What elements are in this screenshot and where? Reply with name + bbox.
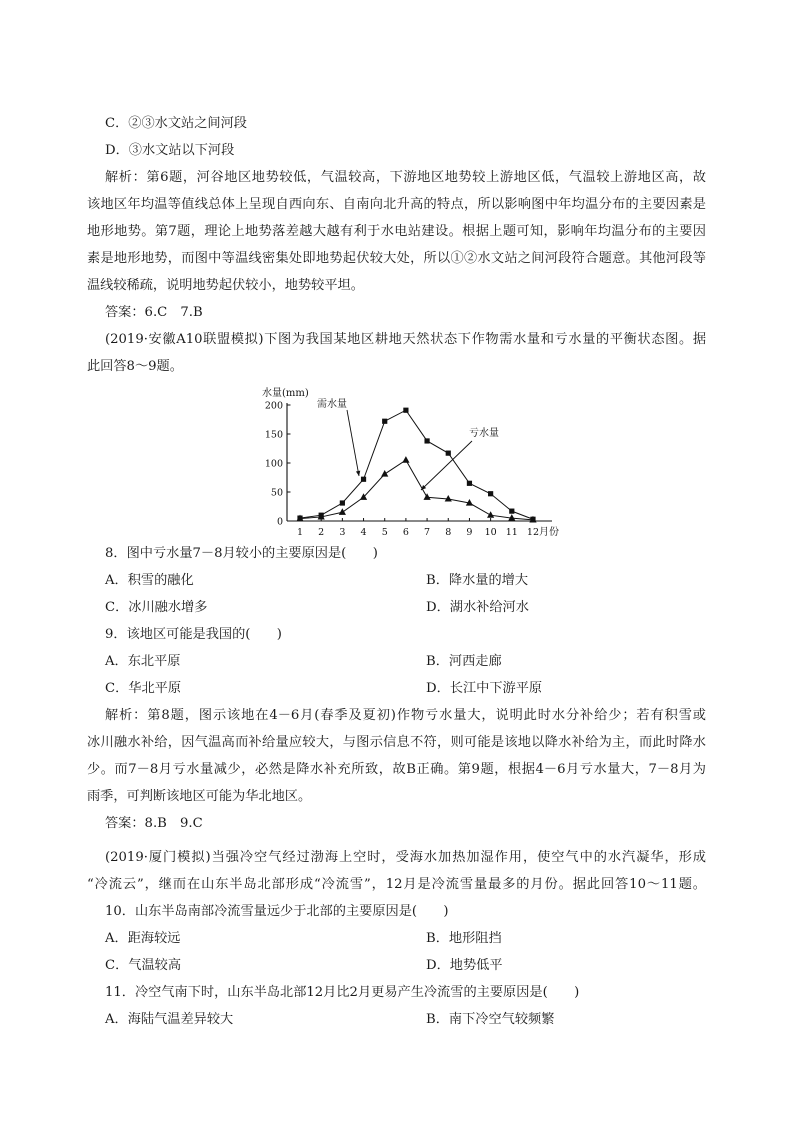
analysis-line: 冰川融水补给，因气温高而补给量应较大，与图示信息不符，则可能是该地以降水补给为主，而此时降水 bbox=[87, 735, 706, 750]
q10-option-a: A．距海较远 bbox=[105, 931, 181, 946]
pointer-arrowhead bbox=[356, 471, 360, 476]
analysis-line: 温线较稀疏，说明地势起伏较小，地势较平坦。 bbox=[87, 278, 364, 293]
q9-option-b: B．河西走廊 bbox=[426, 654, 502, 669]
x-tick-label: 7 bbox=[424, 527, 431, 538]
q7-option-c: C．②③水文站之间河段 bbox=[105, 116, 247, 131]
square-marker bbox=[446, 451, 451, 456]
intro-line: (2019·安徽A10联盟模拟)下图为我国某地区耕地天然状态下作物需水量和亏水量的平衡状态图。据 bbox=[105, 332, 706, 347]
q8-option-c: C．冰川融水增多 bbox=[105, 600, 208, 615]
q9-options-row bbox=[87, 648, 706, 675]
q8-option-b: B．降水量的增大 bbox=[426, 573, 529, 588]
triangle-marker bbox=[381, 470, 388, 477]
series-label-2: 亏水量 bbox=[469, 428, 499, 439]
y-tick-label: 0 bbox=[276, 516, 283, 528]
q7-option-d: D．③水文站以下河段 bbox=[105, 143, 235, 158]
q9-option-d: D．长江中下游平原 bbox=[426, 681, 543, 696]
analysis-6-7 bbox=[87, 164, 706, 299]
x-tick-label: 4 bbox=[360, 527, 367, 538]
q8-option-d: D．湖水补给河水 bbox=[426, 600, 529, 615]
answer-6-7: 答案：6.C 7.B bbox=[105, 305, 203, 320]
analysis-line: 雨季，可判断该地区可能为华北地区。 bbox=[87, 789, 312, 804]
x-tick-label: 6 bbox=[402, 527, 409, 538]
square-marker bbox=[382, 419, 387, 424]
q8-options-row bbox=[87, 594, 706, 621]
x-tick-label: 9 bbox=[466, 527, 473, 538]
analysis-line: 该地区年均温等值线总体上呈现自西向东、自南向北升高的特点，所以影响图中年均温分布的主要因素是 bbox=[87, 197, 706, 212]
water-balance-chart bbox=[256, 380, 568, 545]
intro-8-9 bbox=[87, 326, 706, 380]
square-marker bbox=[488, 491, 493, 496]
analysis-line: 素是地形地势，而图中等温线密集处即地势起伏较大处，所以①②水文站之间河段符合题意。其他河段等 bbox=[87, 251, 706, 266]
q8-options-row bbox=[87, 567, 706, 594]
series-pointer-line bbox=[347, 410, 359, 476]
q10-options-row bbox=[87, 925, 706, 952]
q10-stem: 10．山东半岛南部冷流雪量远少于北部的主要原因是( ) bbox=[105, 904, 449, 919]
q11-option-a: A．海陆气温差异较大 bbox=[105, 1012, 234, 1027]
q8-stem: 8．图中亏水量7－8月较小的主要原因是( ) bbox=[105, 546, 378, 561]
x-tick-label: 10 bbox=[484, 527, 497, 538]
analysis-line: 地形地势。第7题，理论上地势落差越大越有利于水电站建设。根据上题可知，影响年均温分布的主要因 bbox=[87, 224, 706, 239]
q11-stem: 11．冷空气南下时，山东半岛北部12月比2月更易产生冷流雪的主要原因是( ) bbox=[105, 985, 580, 1000]
intro-10-11 bbox=[87, 844, 706, 898]
y-tick-label: 200 bbox=[264, 400, 283, 412]
q9-option-a: A．东北平原 bbox=[105, 654, 181, 669]
q9-stem: 9．该地区可能是我国的( ) bbox=[105, 627, 282, 642]
q9-options-row bbox=[87, 675, 706, 702]
series-pointer-line bbox=[421, 441, 472, 490]
square-marker bbox=[424, 438, 429, 443]
series-label-1: 需水量 bbox=[317, 399, 347, 410]
y-tick-label: 150 bbox=[264, 429, 283, 441]
analysis-line: 少。而7－8月亏水量减少，必然是降水补充所致，故B正确。第9题，根据4－6月亏水量大，7－8月为 bbox=[87, 762, 706, 777]
y-axis-label: 水量(mm) bbox=[262, 388, 309, 399]
x-tick-label: 2 bbox=[318, 527, 325, 538]
intro-line: (2019·厦门模拟)当强冷空气经过渤海上空时，受海水加热加湿作用，使空气中的水汽凝华，形成 bbox=[105, 850, 706, 865]
q8-option-a: A．积雪的融化 bbox=[105, 573, 194, 588]
y-tick-label: 50 bbox=[270, 487, 283, 499]
square-marker bbox=[467, 481, 472, 486]
square-marker bbox=[403, 408, 408, 413]
square-marker bbox=[361, 477, 366, 482]
analysis-line: 解析：第8题，图示该地在4－6月(春季及夏初)作物亏水量大，说明此时水分补给少；若有积雪或 bbox=[105, 708, 706, 723]
analysis-line: 解析：第6题，河谷地区地势较低，气温较高，下游地区地势较上游地区低，气温较上游地区高，故 bbox=[105, 170, 706, 185]
intro-line: 此回答8～9题。 bbox=[87, 359, 183, 374]
y-tick-label: 100 bbox=[264, 458, 283, 470]
x-tick-label: 5 bbox=[381, 527, 388, 538]
x-axis-label: 月份 bbox=[538, 527, 559, 538]
q10-option-d: D．地势低平 bbox=[426, 958, 503, 973]
q11-option-b: B．南下冷空气较频繁 bbox=[426, 1012, 555, 1027]
x-tick-label: 11 bbox=[505, 527, 518, 538]
q10-option-b: B．地形阻挡 bbox=[426, 931, 502, 946]
q9-option-c: C．华北平原 bbox=[105, 681, 182, 696]
triangle-marker bbox=[402, 456, 409, 463]
triangle-marker bbox=[339, 508, 346, 515]
series-line-1 bbox=[300, 410, 533, 519]
section-6-7 bbox=[87, 110, 706, 380]
q10-options-row bbox=[87, 952, 706, 979]
triangle-marker bbox=[423, 493, 430, 500]
x-tick-label: 12 bbox=[526, 527, 540, 538]
square-marker bbox=[509, 509, 514, 514]
q10-option-c: C．气温较高 bbox=[105, 958, 182, 973]
x-tick-label: 8 bbox=[445, 527, 452, 538]
section-10-11 bbox=[87, 844, 706, 1033]
section-8-9 bbox=[87, 540, 706, 837]
triangle-marker bbox=[487, 511, 494, 518]
answer-8-9: 答案：8.B 9.C bbox=[105, 816, 203, 831]
x-tick-label: 1 bbox=[296, 527, 304, 538]
series-line-2 bbox=[300, 460, 533, 520]
square-marker bbox=[340, 500, 345, 505]
intro-line: “冷流云”，继而在山东半岛北部形成“冷流雪”，12月是冷流雪量最多的月份。据此回答10～11题。 bbox=[87, 877, 706, 892]
q11-options-row bbox=[87, 1006, 706, 1033]
x-tick-label: 3 bbox=[339, 527, 346, 538]
analysis-8-9 bbox=[87, 702, 706, 810]
